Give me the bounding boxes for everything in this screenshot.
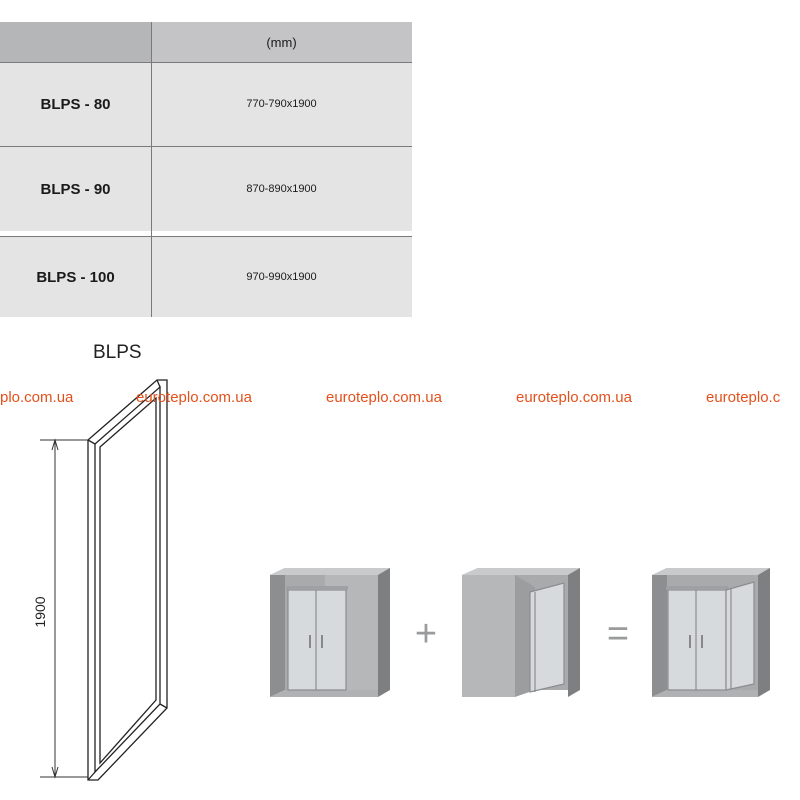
plus-symbol: + xyxy=(414,613,438,655)
table-row xyxy=(0,147,412,231)
table-row xyxy=(0,237,412,317)
enclosure-side-panel xyxy=(462,568,580,697)
table-row xyxy=(0,62,412,146)
model-name: BLPS - 90 xyxy=(40,180,111,198)
watermark-text: plo.com.ua xyxy=(0,389,74,406)
table-column-divider xyxy=(151,22,152,317)
equals-symbol: = xyxy=(606,613,630,655)
enclosure-sliding-door xyxy=(270,568,390,697)
enclosure-combined xyxy=(652,568,770,697)
watermark-text: euroteplo.com.ua xyxy=(326,389,442,406)
watermark-text: euroteplo.c xyxy=(706,389,781,406)
table-divider xyxy=(0,236,412,237)
watermark-text: euroteplo.com.ua xyxy=(136,389,252,406)
table-header-model-cell xyxy=(0,22,151,62)
model-dimensions: 770-790x1900 xyxy=(246,98,317,110)
spec-table xyxy=(0,22,412,317)
product-label: BLPS xyxy=(93,342,142,363)
table-divider xyxy=(0,146,412,147)
model-name: BLPS - 80 xyxy=(40,95,111,113)
table-header xyxy=(0,22,412,62)
panel-drawing xyxy=(0,360,200,800)
model-name: BLPS - 100 xyxy=(36,268,115,286)
table-divider xyxy=(0,62,412,63)
height-dimension-label: 1900 xyxy=(32,596,48,628)
configuration-illustration xyxy=(262,545,782,710)
table-header-unit: (mm) xyxy=(266,34,297,50)
model-dimensions: 970-990x1900 xyxy=(246,271,317,283)
shower-panel-frame xyxy=(88,380,167,780)
model-dimensions: 870-890x1900 xyxy=(246,183,317,195)
watermark-text: euroteplo.com.ua xyxy=(516,389,632,406)
